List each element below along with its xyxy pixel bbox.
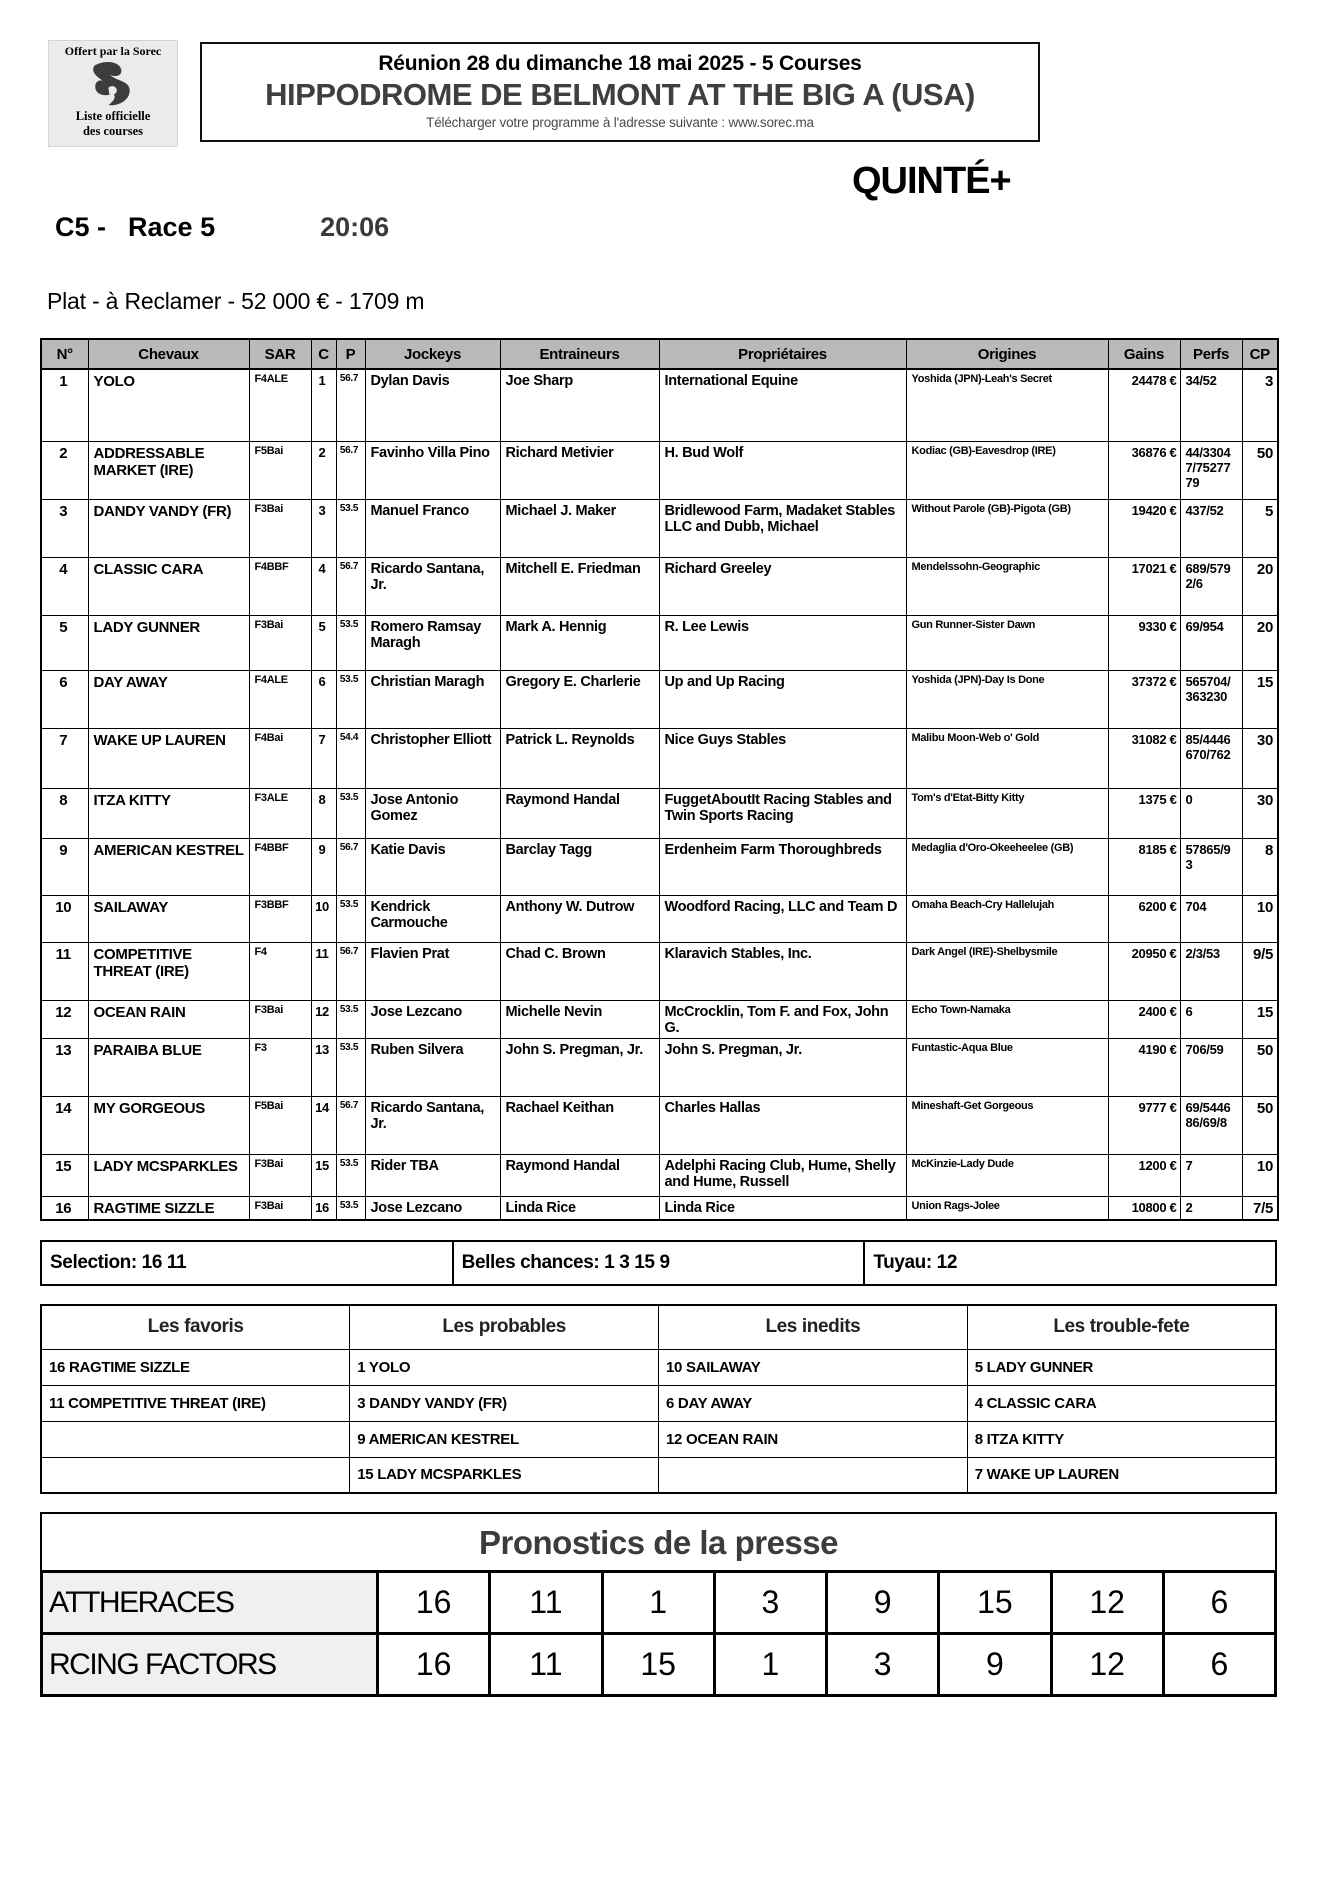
cell-gains: 24478 € [1108,369,1180,441]
cell-jockey: Christopher Elliott [365,728,500,788]
column-header-sar: SAR [249,339,311,369]
cell-trainer: Anthony W. Dutrow [500,895,659,942]
race-conditions: Plat - à Reclamer - 52 000 € - 1709 m [47,288,425,314]
race-time: 20:06 [320,212,390,242]
cell-number: 9 [41,838,88,895]
cell-corde: 5 [311,615,336,670]
runner-row [41,615,1278,670]
cell-trainer: Barclay Tagg [500,838,659,895]
cell-sar: F4BBF [249,557,311,615]
cell-origins: Medaglia d'Oro-Okeeheelee (GB) [906,838,1108,895]
cell-number: 6 [41,670,88,728]
cell-poids: 53.5 [336,1196,365,1220]
cell-horse-name: YOLO [88,369,249,441]
cell-origins: Yoshida (JPN)-Leah's Secret [906,369,1108,441]
column-header-entraineurs: Entraineurs [500,339,659,369]
cell-trainer: Michael J. Maker [500,499,659,557]
pick-cell-4: 1 [714,1634,826,1696]
cell-sar: F3ALE [249,788,311,838]
cell-owner: Richard Greeley [659,557,906,615]
cell-corde: 1 [311,369,336,441]
favoris-header-row [41,1305,1276,1349]
runner-row [41,838,1278,895]
cell-cp: 20 [1242,615,1278,670]
cell-cp: 10 [1242,895,1278,942]
cell-owner: Nice Guys Stables [659,728,906,788]
runner-row [41,895,1278,942]
cell-corde: 13 [311,1038,336,1096]
cell-cp: 15 [1242,1000,1278,1038]
cell-number: 14 [41,1096,88,1154]
cell-horse-name: DAY AWAY [88,670,249,728]
cell-poids: 53.5 [336,895,365,942]
inedits-cell: 12 OCEAN RAIN [659,1421,968,1457]
cell-trainer: Gregory E. Charlerie [500,670,659,728]
favoris-row [41,1385,1276,1421]
tuyau-cell: Tuyau: 12 [864,1241,1276,1285]
cell-sar: F3 [249,1038,311,1096]
cell-jockey: Flavien Prat [365,942,500,1000]
cell-perfs: 69/954 [1180,615,1242,670]
runner-row [41,942,1278,1000]
cell-gains: 6200 € [1108,895,1180,942]
pick-cell-2: 11 [490,1572,602,1634]
cell-horse-name: ADDRESSABLE MARKET (IRE) [88,441,249,499]
press-source-cell: RCING FACTORS [42,1634,378,1696]
cell-origins: Union Rags-Jolee [906,1196,1108,1220]
cell-corde: 14 [311,1096,336,1154]
cell-origins: Mendelssohn-Geographic [906,557,1108,615]
cell-trainer: Michelle Nevin [500,1000,659,1038]
cell-horse-name: WAKE UP LAUREN [88,728,249,788]
cell-sar: F5Bai [249,441,311,499]
cell-origins: Funtastic-Aqua Blue [906,1038,1108,1096]
cell-origins: Echo Town-Namaka [906,1000,1108,1038]
runner-row [41,728,1278,788]
cell-origins: McKinzie-Lady Dude [906,1154,1108,1196]
cell-gains: 20950 € [1108,942,1180,1000]
cell-horse-name: CLASSIC CARA [88,557,249,615]
cell-gains: 4190 € [1108,1038,1180,1096]
runner-row [41,557,1278,615]
cell-owner: Klaravich Stables, Inc. [659,942,906,1000]
cell-number: 16 [41,1196,88,1220]
pronostics-table [40,1570,1277,1697]
cell-origins: Mineshaft-Get Gorgeous [906,1096,1108,1154]
favoris-row [41,1349,1276,1385]
cell-jockey: Ricardo Santana, Jr. [365,557,500,615]
column-header-chevaux: Chevaux [88,339,249,369]
cell-owner: Erdenheim Farm Thoroughbreds [659,838,906,895]
reunion-title: Réunion 28 du dimanche 18 mai 2025 - 5 Courses [378,52,862,75]
pick-cell-8: 6 [1163,1634,1275,1696]
cell-owner: McCrocklin, Tom F. and Fox, John G. [659,1000,906,1038]
trouble-fete-cell: 7 WAKE UP LAUREN [967,1457,1276,1493]
cell-perfs: 689/579 2/6 [1180,557,1242,615]
cell-gains: 8185 € [1108,838,1180,895]
cell-cp: 10 [1242,1154,1278,1196]
cell-perfs: 437/52 [1180,499,1242,557]
cell-number: 1 [41,369,88,441]
cell-poids: 53.5 [336,499,365,557]
pronostic-row [42,1634,1276,1696]
cell-number: 4 [41,557,88,615]
cell-corde: 9 [311,838,336,895]
cell-gains: 1200 € [1108,1154,1180,1196]
favoris-table [40,1304,1277,1494]
cell-corde: 6 [311,670,336,728]
cell-perfs: 2/3/53 [1180,942,1242,1000]
favoris-cell: 11 COMPETITIVE THREAT (IRE) [41,1385,350,1421]
cell-number: 8 [41,788,88,838]
cell-sar: F3BBF [249,895,311,942]
cell-origins: Yoshida (JPN)-Day Is Done [906,670,1108,728]
column-header-gains: Gains [1108,339,1180,369]
press-source-cell: ATTHERACES [42,1572,378,1634]
cell-cp: 30 [1242,788,1278,838]
cell-trainer: Raymond Handal [500,1154,659,1196]
cell-poids: 53.5 [336,788,365,838]
cell-poids: 56.7 [336,1096,365,1154]
cell-corde: 7 [311,728,336,788]
cell-trainer: Linda Rice [500,1196,659,1220]
cell-owner: Bridlewood Farm, Madaket Stables LLC and Dubb, Michael [659,499,906,557]
probables-cell: 1 YOLO [350,1349,659,1385]
cell-gains: 10800 € [1108,1196,1180,1220]
cell-perfs: 6 [1180,1000,1242,1038]
cell-owner: John S. Pregman, Jr. [659,1038,906,1096]
cell-owner: Up and Up Racing [659,670,906,728]
cell-cp: 50 [1242,1038,1278,1096]
cell-sar: F3Bai [249,1000,311,1038]
selection-bar [40,1240,1277,1286]
cell-jockey: Romero Ramsay Maragh [365,615,500,670]
pick-cell-2: 11 [490,1634,602,1696]
cell-corde: 15 [311,1154,336,1196]
pick-cell-1: 16 [378,1634,490,1696]
pick-cell-1: 16 [378,1572,490,1634]
cell-trainer: Chad C. Brown [500,942,659,1000]
download-note: Télécharger votre programme à l'adresse suivante : www.sorec.ma [426,115,814,130]
cell-horse-name: AMERICAN KESTREL [88,838,249,895]
runner-row [41,1154,1278,1196]
cell-gains: 2400 € [1108,1000,1180,1038]
race-name: Race 5 [128,212,216,242]
column-header-proprietaires: Propriétaires [659,339,906,369]
logo-liste-text: Liste officielle [75,109,151,123]
cell-jockey: Jose Lezcano [365,1196,500,1220]
probables-header: Les probables [350,1305,659,1349]
pick-cell-3: 1 [602,1572,714,1634]
runners-table [40,338,1279,1221]
cell-poids: 56.7 [336,441,365,499]
cell-gains: 37372 € [1108,670,1180,728]
cell-trainer: Mitchell E. Friedman [500,557,659,615]
hippodrome-title: HIPPODROME DE BELMONT AT THE BIG A (USA) [265,77,975,112]
runner-row [41,441,1278,499]
selection-cell: Selection: 16 11 [41,1241,453,1285]
cell-sar: F4ALE [249,369,311,441]
cell-perfs: 2 [1180,1196,1242,1220]
probables-cell: 9 AMERICAN KESTREL [350,1421,659,1457]
cell-perfs: 69/5446 86/69/8 [1180,1096,1242,1154]
cell-perfs: 7 [1180,1154,1242,1196]
cell-perfs: 0 [1180,788,1242,838]
cell-perfs: 85/4446 670/762 [1180,728,1242,788]
cell-trainer: John S. Pregman, Jr. [500,1038,659,1096]
cell-jockey: Dylan Davis [365,369,500,441]
cell-poids: 56.7 [336,557,365,615]
cell-poids: 54.4 [336,728,365,788]
cell-gains: 19420 € [1108,499,1180,557]
pick-cell-5: 3 [827,1634,939,1696]
cell-corde: 4 [311,557,336,615]
cell-corde: 16 [311,1196,336,1220]
cell-horse-name: PARAIBA BLUE [88,1038,249,1096]
cell-cp: 20 [1242,557,1278,615]
cell-corde: 11 [311,942,336,1000]
trouble-fete-cell: 4 CLASSIC CARA [967,1385,1276,1421]
cell-trainer: Joe Sharp [500,369,659,441]
logo-offert-text: Offert par la Sorec [64,44,162,58]
cell-gains: 36876 € [1108,441,1180,499]
cell-cp: 8 [1242,838,1278,895]
column-header-c: C [311,339,336,369]
cell-sar: F3Bai [249,615,311,670]
runner-row [41,1096,1278,1154]
cell-owner: Charles Hallas [659,1096,906,1154]
race-line [55,212,389,243]
runner-row [41,1196,1278,1220]
cell-gains: 31082 € [1108,728,1180,788]
cell-cp: 7/5 [1242,1196,1278,1220]
cell-sar: F4BBF [249,838,311,895]
cell-perfs: 706/59 [1180,1038,1242,1096]
pick-cell-7: 12 [1051,1634,1163,1696]
cell-owner: Woodford Racing, LLC and Team D [659,895,906,942]
cell-sar: F5Bai [249,1096,311,1154]
cell-origins: Gun Runner-Sister Dawn [906,615,1108,670]
cell-sar: F3Bai [249,1154,311,1196]
cell-corde: 12 [311,1000,336,1038]
runner-row [41,499,1278,557]
cell-owner: Linda Rice [659,1196,906,1220]
cell-trainer: Rachael Keithan [500,1096,659,1154]
runner-row [41,369,1278,441]
inedits-header: Les inedits [659,1305,968,1349]
inedits-cell [659,1457,968,1493]
cell-cp: 50 [1242,441,1278,499]
cell-origins: Omaha Beach-Cry Hallelujah [906,895,1108,942]
cell-corde: 3 [311,499,336,557]
cell-horse-name: DANDY VANDY (FR) [88,499,249,557]
cell-poids: 56.7 [336,942,365,1000]
cell-poids: 53.5 [336,670,365,728]
runner-row [41,1038,1278,1096]
cell-number: 3 [41,499,88,557]
cell-jockey: Jose Lezcano [365,1000,500,1038]
runners-header-row [41,339,1278,369]
cell-jockey: Katie Davis [365,838,500,895]
cell-trainer: Raymond Handal [500,788,659,838]
cell-sar: F3Bai [249,499,311,557]
cell-horse-name: RAGTIME SIZZLE [88,1196,249,1220]
pronostics-section [40,1512,1277,1697]
column-header-perfs: Perfs [1180,339,1242,369]
quinte-badge: QUINTÉ+ [852,160,1011,202]
cell-horse-name: LADY GUNNER [88,615,249,670]
pick-cell-8: 6 [1163,1572,1275,1634]
inedits-cell: 10 SAILAWAY [659,1349,968,1385]
runner-row [41,788,1278,838]
cell-sar: F4 [249,942,311,1000]
inedits-cell: 6 DAY AWAY [659,1385,968,1421]
pick-cell-6: 9 [939,1634,1051,1696]
cell-perfs: 565704/ 363230 [1180,670,1242,728]
cell-jockey: Kendrick Carmouche [365,895,500,942]
cell-cp: 15 [1242,670,1278,728]
cell-cp: 50 [1242,1096,1278,1154]
column-header-p: P [336,339,365,369]
favoris-cell [41,1421,350,1457]
cell-number: 2 [41,441,88,499]
cell-number: 10 [41,895,88,942]
probables-cell: 15 LADY MCSPARKLES [350,1457,659,1493]
column-header-cp: CP [1242,339,1278,369]
probables-cell: 3 DANDY VANDY (FR) [350,1385,659,1421]
cell-origins: Without Parole (GB)-Pigota (GB) [906,499,1108,557]
pick-cell-5: 9 [827,1572,939,1634]
cell-owner: R. Lee Lewis [659,615,906,670]
cell-sar: F3Bai [249,1196,311,1220]
cell-number: 5 [41,615,88,670]
cell-cp: 5 [1242,499,1278,557]
pick-cell-4: 3 [714,1572,826,1634]
cell-origins: Malibu Moon-Web o' Gold [906,728,1108,788]
cell-owner: Adelphi Racing Club, Hume, Shelly and Hume, Russell [659,1154,906,1196]
cell-origins: Tom's d'Etat-Bitty Kitty [906,788,1108,838]
cell-cp: 3 [1242,369,1278,441]
horse-logo-icon [84,60,142,108]
cell-perfs: 704 [1180,895,1242,942]
sorec-logo [48,40,178,147]
cell-jockey: Rider TBA [365,1154,500,1196]
cell-corde: 2 [311,441,336,499]
cell-number: 15 [41,1154,88,1196]
runner-row [41,1000,1278,1038]
cell-poids: 53.5 [336,615,365,670]
cell-horse-name: MY GORGEOUS [88,1096,249,1154]
pronostics-title: Pronostics de la presse [40,1512,1277,1570]
cell-perfs: 44/3304 7/75277 79 [1180,441,1242,499]
cell-corde: 8 [311,788,336,838]
cell-number: 7 [41,728,88,788]
cell-perfs: 57865/9 3 [1180,838,1242,895]
cell-origins: Dark Angel (IRE)-Shelbysmile [906,942,1108,1000]
race-code: C5 - [55,212,107,242]
cell-cp: 30 [1242,728,1278,788]
cell-number: 11 [41,942,88,1000]
pick-cell-6: 15 [939,1572,1051,1634]
favoris-row [41,1457,1276,1493]
cell-sar: F4Bai [249,728,311,788]
cell-horse-name: COMPETITIVE THREAT (IRE) [88,942,249,1000]
pick-cell-3: 15 [602,1634,714,1696]
cell-owner: FuggetAboutIt Racing Stables and Twin Sports Racing [659,788,906,838]
cell-origins: Kodiac (GB)-Eavesdrop (IRE) [906,441,1108,499]
cell-jockey: Jose Antonio Gomez [365,788,500,838]
cell-gains: 1375 € [1108,788,1180,838]
cell-horse-name: SAILAWAY [88,895,249,942]
trouble-fete-cell: 5 LADY GUNNER [967,1349,1276,1385]
cell-jockey: Ricardo Santana, Jr. [365,1096,500,1154]
selection-row [41,1241,1276,1285]
column-header-origines: Origines [906,339,1108,369]
cell-trainer: Patrick L. Reynolds [500,728,659,788]
cell-corde: 10 [311,895,336,942]
pick-cell-7: 12 [1051,1572,1163,1634]
cell-horse-name: LADY MCSPARKLES [88,1154,249,1196]
column-header-num: N° [41,339,88,369]
cell-gains: 17021 € [1108,557,1180,615]
favoris-cell [41,1457,350,1493]
runner-row [41,670,1278,728]
favoris-row [41,1421,1276,1457]
cell-jockey: Ruben Silvera [365,1038,500,1096]
cell-cp: 9/5 [1242,942,1278,1000]
trouble-fete-cell: 8 ITZA KITTY [967,1421,1276,1457]
cell-number: 12 [41,1000,88,1038]
favoris-cell: 16 RAGTIME SIZZLE [41,1349,350,1385]
pronostic-row [42,1572,1276,1634]
belles-chances-cell: Belles chances: 1 3 15 9 [453,1241,865,1285]
logo-courses-text: des courses [82,124,144,138]
cell-jockey: Manuel Franco [365,499,500,557]
cell-poids: 53.5 [336,1000,365,1038]
cell-horse-name: ITZA KITTY [88,788,249,838]
cell-owner: H. Bud Wolf [659,441,906,499]
cell-poids: 56.7 [336,838,365,895]
cell-jockey: Christian Maragh [365,670,500,728]
cell-gains: 9777 € [1108,1096,1180,1154]
column-header-jockeys: Jockeys [365,339,500,369]
cell-sar: F4ALE [249,670,311,728]
cell-poids: 53.5 [336,1038,365,1096]
cell-jockey: Favinho Villa Pino [365,441,500,499]
trouble-fete-header: Les trouble-fete [967,1305,1276,1349]
cell-perfs: 34/52 [1180,369,1242,441]
cell-horse-name: OCEAN RAIN [88,1000,249,1038]
cell-trainer: Richard Metivier [500,441,659,499]
cell-owner: International Equine [659,369,906,441]
favoris-header: Les favoris [41,1305,350,1349]
header-title-box [200,42,1040,142]
cell-poids: 56.7 [336,369,365,441]
cell-number: 13 [41,1038,88,1096]
cell-trainer: Mark A. Hennig [500,615,659,670]
cell-gains: 9330 € [1108,615,1180,670]
cell-poids: 53.5 [336,1154,365,1196]
